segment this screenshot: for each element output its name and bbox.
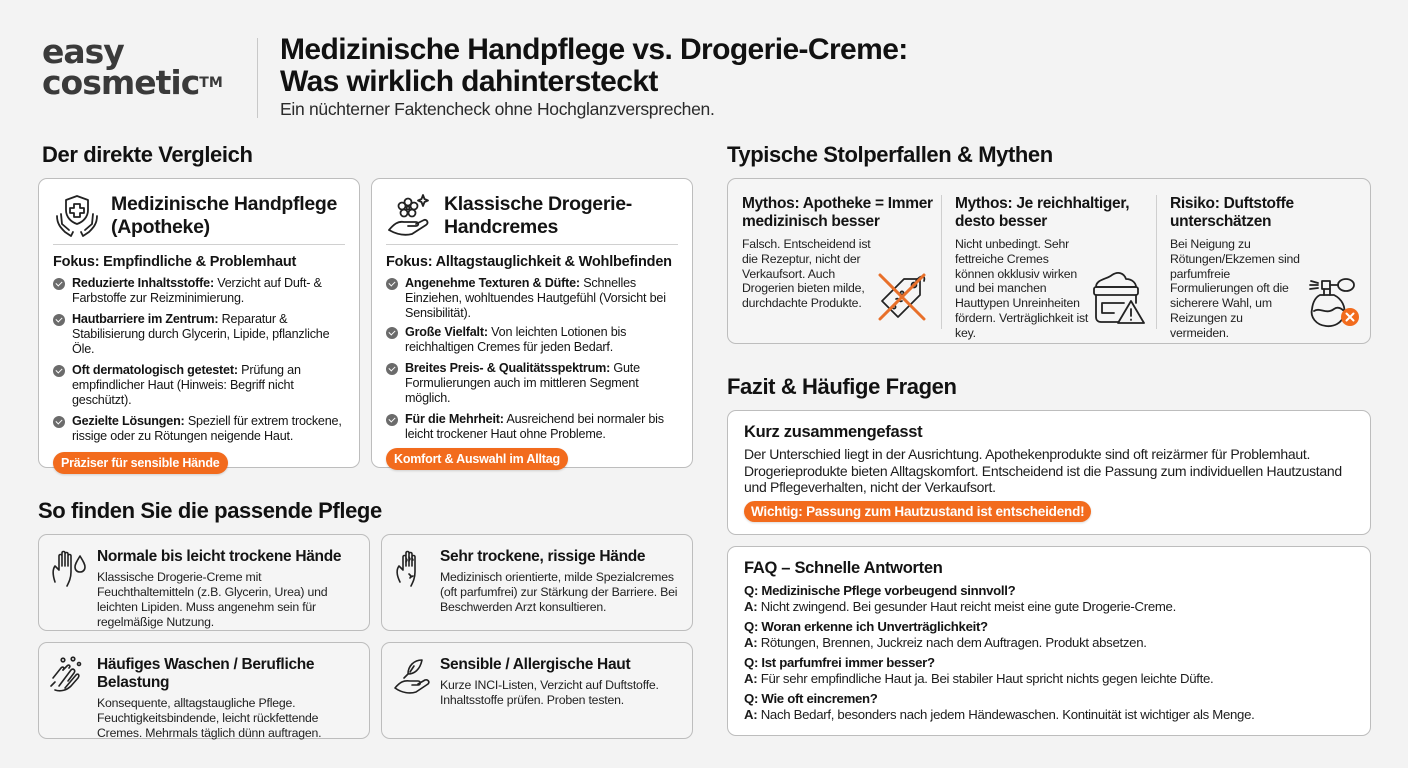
comparison-card-pharmacy (38, 178, 360, 468)
finder-title: Sensible / Allergische Haut (440, 656, 631, 673)
item-label: Breites Preis- & Qualitätsspektrum: (405, 361, 611, 375)
faq-question: Q: Wie oft eincremen? (744, 691, 878, 706)
list-item (386, 325, 682, 355)
list-item (386, 276, 682, 321)
faq-answer (744, 635, 1354, 651)
faq-card (727, 546, 1371, 736)
item-label: Oft dermatologisch getestet: (72, 363, 238, 377)
header-divider (257, 38, 258, 118)
item-label: Gezielte Lösungen: (72, 414, 185, 428)
myth-text: Falsch. Entscheidend ist die Rezeptur, nicht der Verkaufsort. Auch Drogerien bieten milde, durchdachte Produkte. (742, 237, 871, 311)
list-item (53, 312, 349, 357)
brand-line1: easy (42, 32, 124, 71)
faq-answer (744, 707, 1354, 723)
crossed-price-tag-icon (874, 269, 930, 325)
faq-question: Q: Ist parfumfrei immer besser? (744, 655, 935, 670)
myth-text: Bei Neigung zu Rötungen/Ekzemen sind parfumfreie Formulierungen oft die sicherere Wahl, um Reizungen zu vermeiden. (1170, 237, 1300, 340)
finder-text: Kurze INCI-Listen, Verzicht auf Duftstoffe. Inhaltsstoffe prüfen. Proben testen. (440, 678, 659, 707)
check-circle-icon (53, 278, 65, 290)
finder-text: Konsequente, alltagstaugliche Pflege. Feuchtigkeitsbindende, leicht rückfettende Cremes. Mehrmals täglich dünn auftragen. (97, 696, 322, 740)
cracked-hand-icon (392, 548, 432, 588)
answer-text: Nicht zwingend. Bei gesunder Haut reicht meist eine gute Drogerie-Creme. (757, 598, 1176, 614)
finder-card (38, 534, 370, 631)
item-text: Ausreichend bei normaler bis leicht trockener Haut ohne Probleme. (405, 412, 664, 441)
item-label: Hautbarriere im Zentrum: (72, 312, 219, 326)
item-text: Schnelles Einziehen, wohltuendes Hautgefühl (Vorsicht bei Sensibilität). (405, 276, 666, 320)
highlight-badge: Komfort & Auswahl im Alltag (386, 448, 568, 470)
answer-label: A: (744, 706, 758, 722)
hand-droplet-icon (49, 548, 89, 588)
check-circle-icon (53, 365, 65, 377)
card-focus: Fokus: Alltagstauglichkeit & Wohlbefinden (386, 254, 672, 270)
feather-hand-icon (392, 656, 432, 696)
answer-text: Rötungen, Brennen, Juckreiz nach dem Auftragen. Produkt absetzen. (757, 634, 1147, 650)
faq-answer (744, 599, 1354, 615)
flower-hand-sparkle-icon (386, 192, 434, 240)
trademark: TM (199, 75, 223, 91)
summary-card (727, 410, 1371, 535)
myths-card (727, 178, 1371, 344)
summary-text: Der Unterschied liegt in der Ausrichtung. Apothekenprodukte sind oft reizärmer für Problemhaut. Drogerieprodukte bieten Alltagskomfort. Entscheidend ist die Passung zum individuellen Hautzustand und Pflegeverhalten, nicht der Verkaufsort. (744, 446, 1342, 495)
faq-answer (744, 671, 1354, 687)
myth-title: Mythos: Je reichhaltiger, desto besser (955, 195, 1130, 230)
brand-line2: cosmetic (42, 63, 200, 102)
conclusion-section-title: Fazit & Häufige Fragen (727, 374, 957, 399)
brand-logo (42, 32, 223, 102)
check-circle-icon (386, 363, 398, 375)
check-circle-icon (386, 278, 398, 290)
comparison-card-drugstore (371, 178, 693, 468)
title-line-1: Medizinische Handpflege vs. Drogerie-Creme: (280, 33, 908, 66)
answer-text: Für sehr empfindliche Haut ja. Bei stabiler Haut spricht nichts gegen leichte Düfte. (757, 670, 1214, 686)
item-text: Reparatur & Stabilisierung durch Glycerin, Lipide, pflanzliche Öle. (72, 312, 330, 356)
finder-title: Häufiges Waschen / Berufliche Belastung (97, 656, 315, 691)
check-circle-icon (386, 327, 398, 339)
item-label: Für die Mehrheit: (405, 412, 504, 426)
list-item (53, 276, 349, 306)
cream-jar-warning-icon (1088, 269, 1146, 327)
item-text: Gute Formulierungen auch im mittleren Segment möglich. (405, 361, 640, 405)
faq-question: Q: Woran erkenne ich Unverträglichkeit? (744, 619, 988, 634)
item-text: Verzicht auf Duft- & Farbstoffe zur Reizminimierung. (72, 276, 322, 305)
important-badge: Wichtig: Passung zum Hautzustand ist entscheidend! (744, 501, 1091, 522)
finder-card (381, 534, 693, 631)
item-text: Speziell für extrem trockene, rissige oder zu Rötungen neigende Haut. (72, 414, 342, 443)
card-title-line: Klassische Drogerie- (444, 193, 633, 215)
card-title-line: Medizinische Handpflege (111, 193, 338, 215)
list-item (386, 361, 682, 406)
answer-label: A: (744, 670, 758, 686)
page-title (280, 34, 908, 98)
perfume-bottle-x-icon (1308, 271, 1364, 329)
answer-text: Nach Bedarf, besonders nach jedem Händewaschen. Kontinuität ist wichtiger als Menge. (757, 706, 1255, 722)
shield-cross-hands-icon (53, 192, 101, 240)
page-subtitle: Ein nüchterner Faktencheck ohne Hochglanzversprechen. (280, 99, 715, 119)
list-item (53, 414, 349, 444)
title-line-2: Was wirklich dahintersteckt (280, 65, 658, 98)
list-item (53, 363, 349, 408)
item-label: Große Vielfalt: (405, 325, 488, 339)
highlight-badge: Präziser für sensible Hände (53, 452, 228, 474)
myths-section-title: Typische Stolperfallen & Mythen (727, 142, 1053, 167)
feature-list (39, 276, 359, 444)
faq-item (744, 583, 1354, 614)
faq-item (744, 691, 1354, 722)
finder-title: Sehr trockene, rissige Hände (440, 548, 646, 565)
item-label: Reduzierte Inhaltsstoffe: (72, 276, 214, 290)
card-focus: Fokus: Empfindliche & Problemhaut (53, 254, 297, 270)
washing-hands-icon (49, 656, 89, 696)
faq-title: FAQ – Schnelle Antworten (744, 559, 943, 577)
myth-title: Risiko: Duftstoffe unterschätzen (1170, 195, 1294, 230)
myth-text: Nicht unbedingt. Sehr fettreiche Cremes können okklusiv wirken und bei manchen Hauttypen Unreinheiten fördern. Verträglichkeit ist key. (955, 237, 1089, 340)
card-title (111, 193, 337, 239)
check-circle-icon (53, 314, 65, 326)
finder-section-title: So finden Sie die passende Pflege (38, 498, 382, 523)
feature-list (372, 276, 692, 442)
item-text: Prüfung an empfindlicher Haut (Hinweis: Begriff nicht geschützt). (72, 363, 301, 407)
finder-card (381, 642, 693, 739)
comparison-section-title: Der direkte Vergleich (42, 142, 253, 167)
finder-card (38, 642, 370, 739)
card-title (444, 193, 632, 239)
myth-title: Mythos: Apotheke = Immer medizinisch besser (742, 195, 933, 230)
check-circle-icon (386, 414, 398, 426)
check-circle-icon (53, 416, 65, 428)
card-title-line: Handcremes (444, 216, 559, 238)
finder-text: Klassische Drogerie-Creme mit Feuchthaltemitteln (z.B. Glycerin, Urea) und leichten Lipiden. Muss angenehm sein für regelmäßige Nutzung. (97, 570, 328, 629)
answer-label: A: (744, 634, 758, 650)
finder-text: Medizinisch orientierte, milde Spezialcremes (oft parfumfrei) zur Stärkung der Barriere. Bei Beschwerden Arzt konsultieren. (440, 570, 678, 614)
list-item (386, 412, 682, 442)
card-title-line: (Apotheke) (111, 216, 210, 238)
faq-item (744, 619, 1354, 650)
faq-item (744, 655, 1354, 686)
item-text: Von leichten Lotionen bis reichhaltigen Cremes für jeden Bedarf. (405, 325, 627, 354)
item-label: Angenehme Texturen & Düfte: (405, 276, 580, 290)
faq-question: Q: Medizinische Pflege vorbeugend sinnvoll? (744, 583, 1016, 598)
summary-title: Kurz zusammengefasst (744, 423, 923, 441)
finder-title: Normale bis leicht trockene Hände (97, 548, 342, 565)
answer-label: A: (744, 598, 758, 614)
